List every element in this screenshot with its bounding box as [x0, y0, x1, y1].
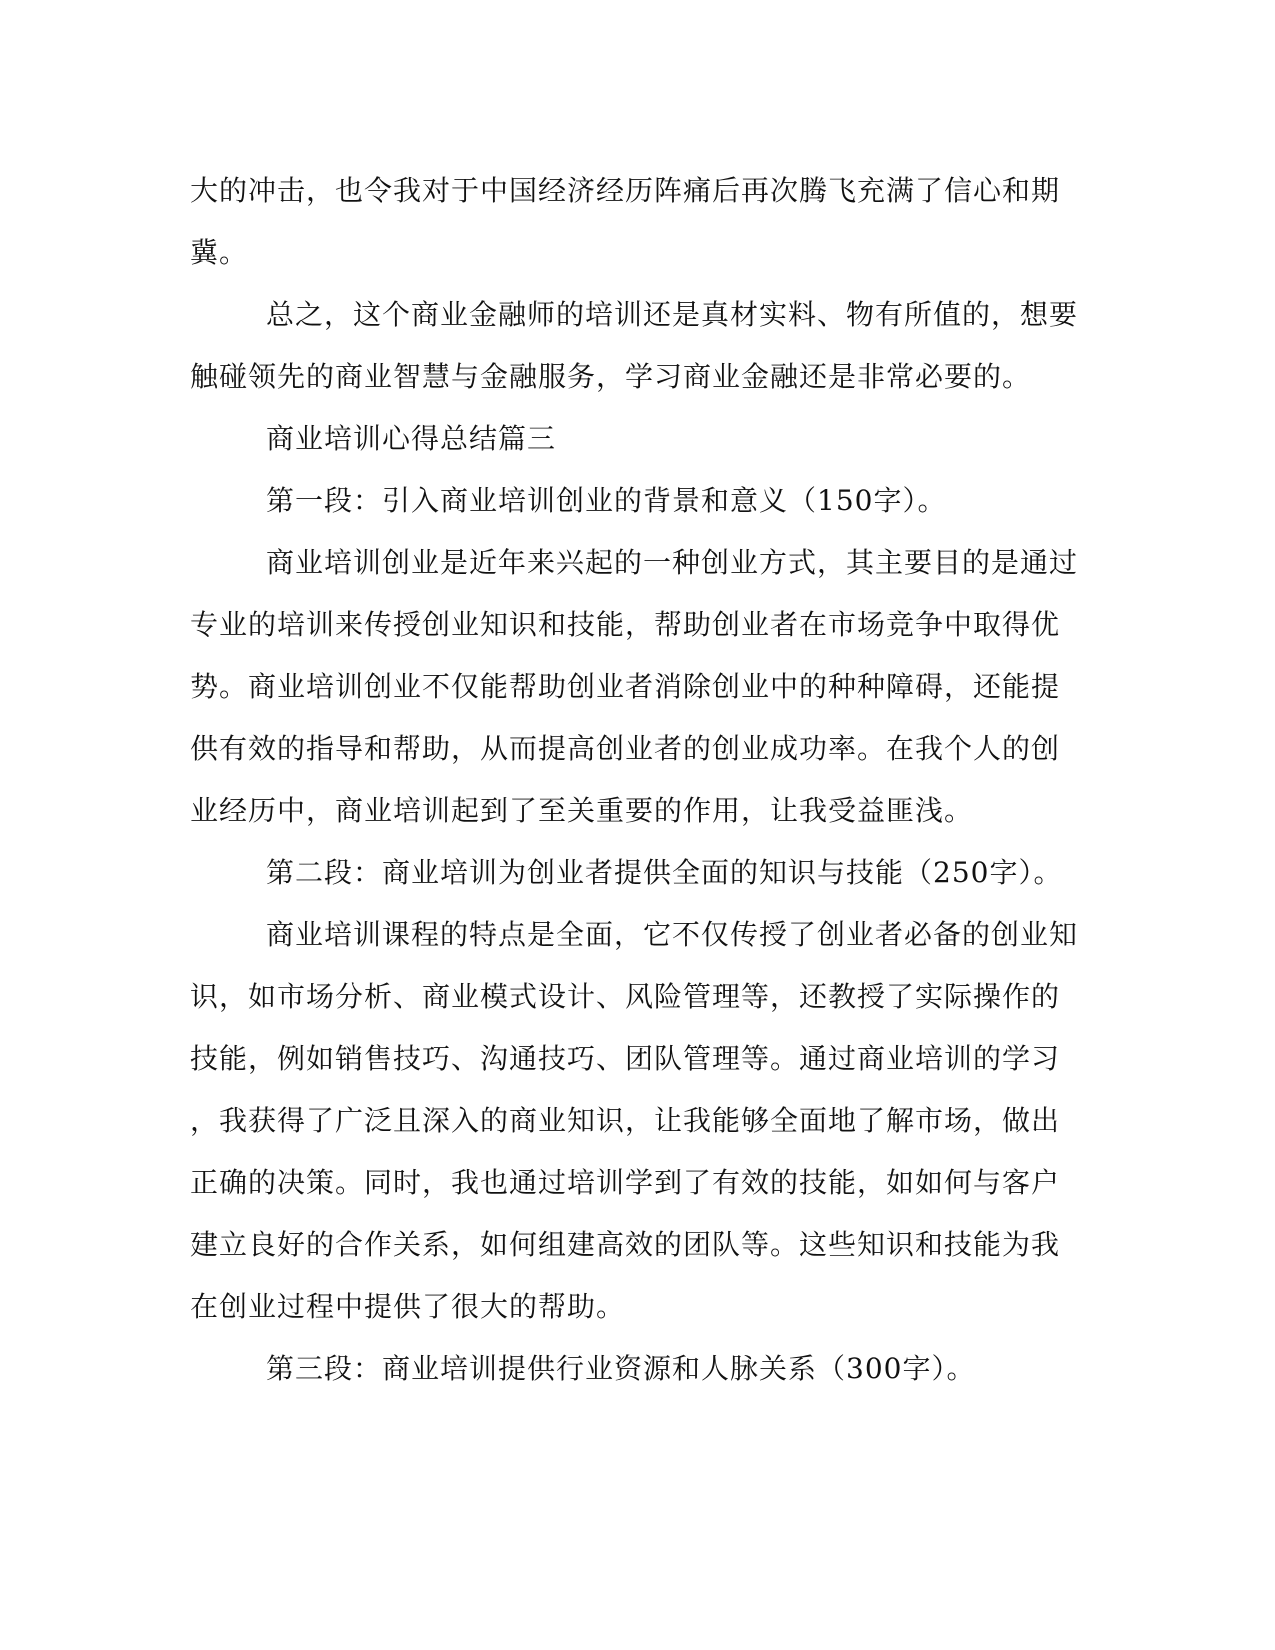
- text-line: 专业的培训来传授创业知识和技能，帮助创业者在市场竞争中取得优: [190, 608, 1061, 641]
- text-line: 触碰领先的商业智慧与金融服务，学习商业金融还是非常必要的。: [190, 360, 1032, 393]
- paragraph-heading: 第二段：商业培训为创业者提供全面的知识与技能（250字）。: [266, 856, 1063, 889]
- text-line: ，我获得了广泛且深入的商业知识，让我能够全面地了解市场，做出: [190, 1104, 1061, 1137]
- text-line: 建立良好的合作关系，如何组建高效的团队等。这些知识和技能为我: [190, 1228, 1061, 1261]
- text-line: 冀。: [190, 236, 249, 269]
- text-line: 总之，这个商业金融师的培训还是真材实料、物有所值的，想要: [266, 298, 1079, 331]
- text-line: 商业培训创业是近年来兴起的一种创业方式，其主要目的是通过: [266, 546, 1079, 579]
- text-line: 势。商业培训创业不仅能帮助创业者消除创业中的种种障碍，还能提: [190, 670, 1061, 703]
- text-line: 技能，例如销售技巧、沟通技巧、团队管理等。通过商业培训的学习: [190, 1042, 1061, 1075]
- text-line: 业经历中，商业培训起到了至关重要的作用，让我受益匪浅。: [190, 794, 974, 827]
- text-line: 商业培训课程的特点是全面，它不仅传授了创业者必备的创业知: [266, 918, 1079, 951]
- paragraph-heading: 第三段：商业培训提供行业资源和人脉关系（300字）。: [266, 1352, 976, 1385]
- section-title: 商业培训心得总结篇三: [266, 422, 557, 455]
- paragraph-heading: 第一段：引入商业培训创业的背景和意义（150字）。: [266, 484, 947, 517]
- text-line: 大的冲击，也令我对于中国经济经历阵痛后再次腾飞充满了信心和期: [190, 174, 1061, 207]
- text-line: 在创业过程中提供了很大的帮助。: [190, 1290, 626, 1323]
- document-body: [190, 160, 1080, 1400]
- text-line: 供有效的指导和帮助，从而提高创业者的创业成功率。在我个人的创: [190, 732, 1061, 765]
- text-line: 识，如市场分析、商业模式设计、风险管理等，还教授了实际操作的: [190, 980, 1061, 1013]
- text-line: 正确的决策。同时，我也通过培训学到了有效的技能，如如何与客户: [190, 1166, 1061, 1199]
